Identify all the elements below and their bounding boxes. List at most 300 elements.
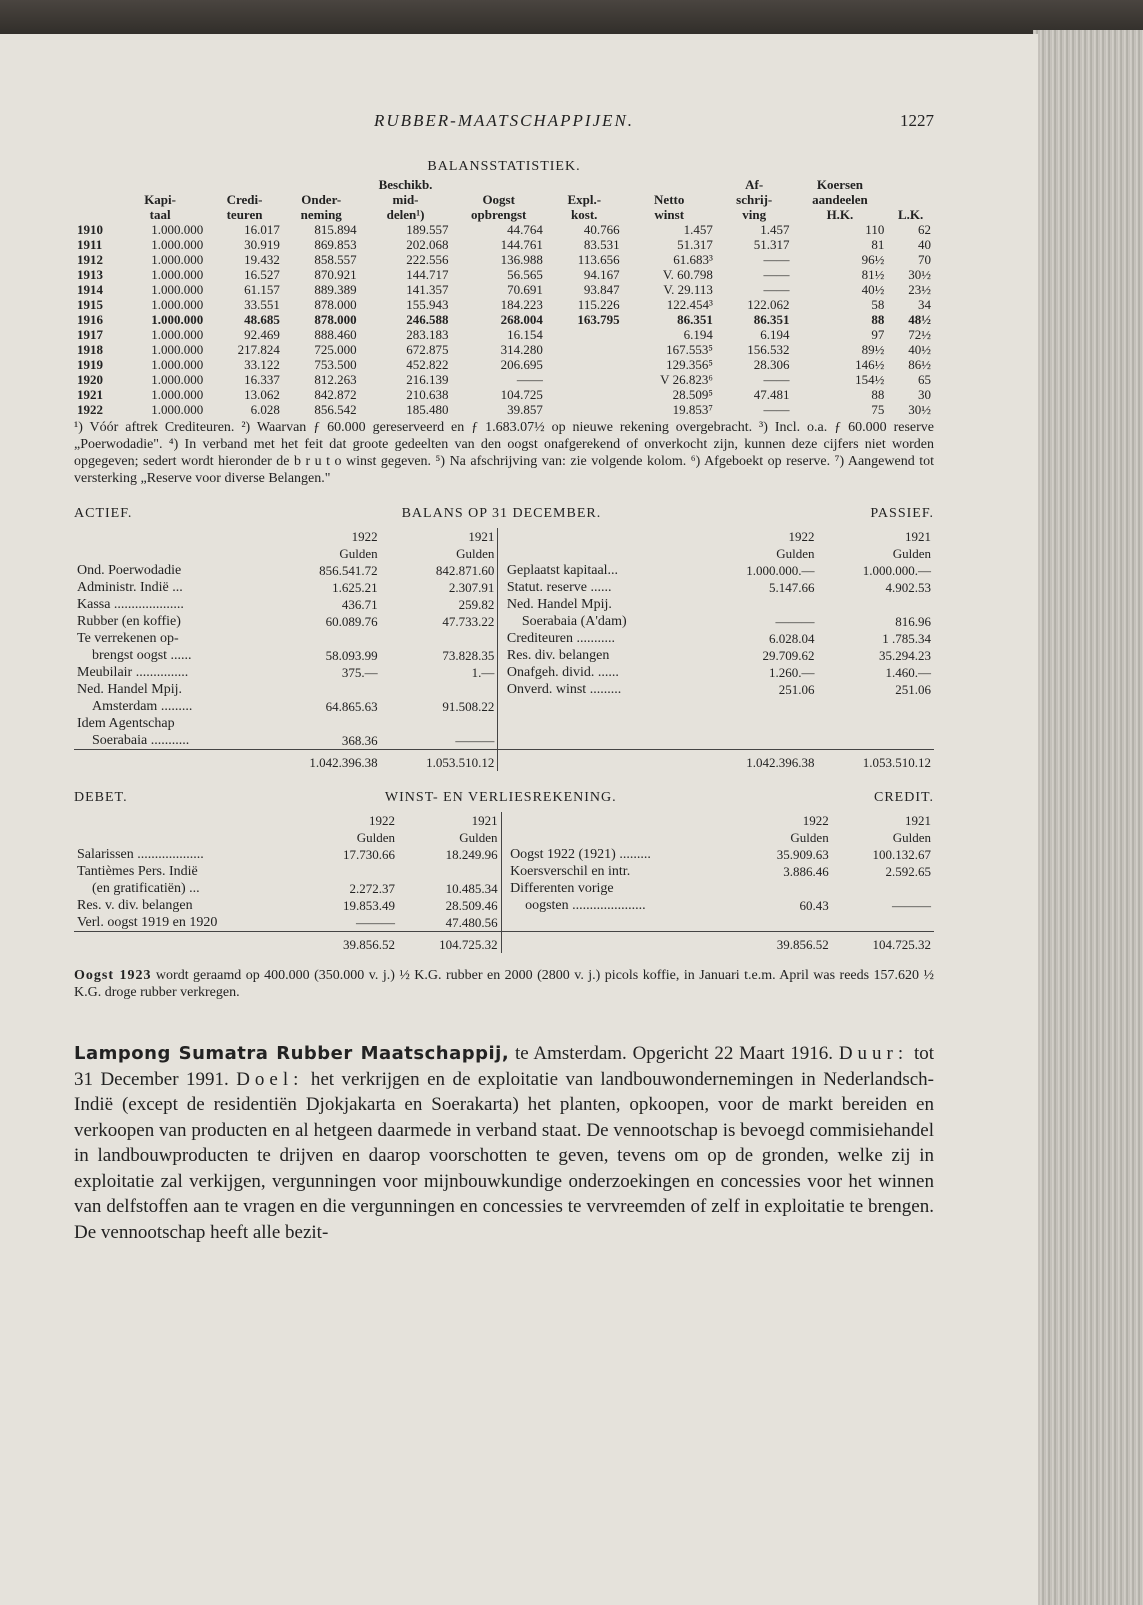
stats-cell: 96½	[861, 252, 885, 267]
stats-cell: 72½	[908, 327, 931, 342]
pnl-total-row	[74, 932, 934, 954]
stats-cell: 75	[871, 402, 885, 417]
balance-right-label	[504, 732, 701, 750]
stats-cell: 314.280	[500, 342, 543, 357]
balance-left-label: Soerabaia ...........	[92, 733, 190, 748]
stats-header-cell	[74, 177, 114, 222]
balance-right-label: Res. div. belangen	[506, 648, 610, 663]
balance-unit-cell: Gulden	[456, 546, 495, 561]
pnl-left-label: Salarissen ...................	[77, 847, 204, 862]
stats-cell: 40½	[861, 282, 885, 297]
stats-cell: 58	[871, 297, 885, 312]
balance-left-value: 2.307.91	[448, 580, 495, 595]
stats-cell	[546, 342, 623, 357]
pnl-total-spacer	[74, 932, 306, 954]
stats-year: 1920	[77, 372, 103, 387]
pnl-year-cell	[507, 812, 740, 829]
book-page-stack	[1033, 30, 1143, 1605]
balance-right-value	[701, 596, 817, 613]
balance-left-value	[381, 681, 498, 698]
balance-left-value: 47.733.22	[442, 614, 495, 629]
stats-title: BALANSSTATISTIEK.	[427, 159, 581, 174]
pnl-right-value: 35.909.63	[776, 847, 829, 862]
balance-right-value: 1 .785.34	[882, 631, 931, 646]
stats-header-row	[74, 177, 934, 222]
stats-row	[74, 252, 934, 267]
pnl-total-value: 104.725.32	[398, 932, 501, 954]
stats-cell: 19.853⁷	[672, 402, 713, 417]
stats-cell: ——	[763, 402, 790, 417]
stats-cell	[546, 387, 623, 402]
stats-header-cell: Netto winst	[654, 192, 685, 222]
stats-cell: 222.556	[406, 252, 449, 267]
stats-row	[74, 357, 934, 372]
stats-cell: 1.457	[760, 222, 790, 237]
pnl-row	[74, 897, 934, 914]
pnl-left-value: 18.249.96	[445, 847, 498, 862]
balance-right-label: Soerabaia (A'dam)	[521, 614, 627, 629]
balance-right-label: Onafgeh. divid. ......	[506, 665, 619, 680]
stats-cell: 878.000	[314, 297, 357, 312]
stats-cell: 88	[871, 312, 885, 327]
company-name: Lampong Sumatra Rubber Maatschappij,	[74, 1043, 510, 1064]
stats-cell: 167.553⁵	[666, 342, 713, 357]
stats-cell: 40½	[908, 342, 931, 357]
balance-right-label	[504, 698, 701, 715]
stats-row	[74, 297, 934, 312]
balance-total-value: 1.053.510.12	[381, 750, 498, 772]
stats-cell: 6.194	[683, 327, 713, 342]
pnl-unit-cell: Gulden	[892, 830, 931, 845]
pnl-total-spacer	[507, 932, 740, 954]
stats-header-cell: Oogst opbrengst	[470, 192, 527, 222]
stats-footnotes: ¹) Vóór aftrek Crediteuren. ²) Waarvan ƒ 60.000 gereserveerd en ƒ 1.683.07½ op nieuwe rekening overgebracht. ³) Incl. o.a. ƒ 60.000 reserve „Poerwodadie". ⁴) In verband met het feit dat groote gedeelten van den oogst onafgerekend of onverkocht zijn, kunnen deze cijfers niet worden opgegeven; sedert wordt hieronder de b r u t o winst gegeven. ⁵) Na afschrijving van: zie volgende kolom. ⁶) Afgeboekt op reserve. ⁷) Aangewend tot versterking „Reserve voor diverse Belangen."	[74, 420, 934, 486]
stats-cell: 33.551	[244, 297, 280, 312]
balance-right-value	[818, 715, 935, 732]
balance-left-label: Amsterdam .........	[92, 699, 193, 714]
stats-cell: 154½	[855, 372, 885, 387]
stats-cell: 88	[871, 387, 885, 402]
balance-year-cell	[74, 528, 264, 545]
balance-total-value: 1.053.510.12	[818, 750, 935, 772]
balance-year-cell: 1922	[351, 529, 378, 544]
balance-right-value: ———	[775, 614, 815, 629]
stats-cell: 146½	[855, 357, 885, 372]
pnl-heading	[74, 789, 934, 806]
stats-cell: ——	[763, 372, 790, 387]
stats-cell: V. 60.798	[662, 267, 713, 282]
pnl-right-value: 2.592.65	[885, 864, 931, 879]
balance-right-label: Statut. reserve ......	[506, 580, 612, 595]
stats-cell: 65	[918, 372, 931, 387]
stats-header-cell: L.K.	[898, 207, 924, 222]
stats-cell: 61.683³	[673, 252, 713, 267]
stats-cell: 1.000.000	[151, 357, 204, 372]
pnl-right-value	[740, 914, 832, 932]
pnl-table	[74, 812, 934, 953]
stats-cell: 113.656	[577, 252, 620, 267]
balance-row	[74, 698, 934, 715]
pnl-left-value	[306, 863, 398, 880]
balance-row	[74, 681, 934, 698]
page-content	[74, 112, 934, 1245]
balance-left-value	[264, 630, 380, 647]
harvest-lead: Oogst 1923	[74, 968, 152, 983]
stats-cell: 81½	[861, 267, 885, 282]
stats-cell: 16.527	[244, 267, 280, 282]
stats-cell: 48.685	[244, 312, 280, 327]
stats-cell: 23½	[908, 282, 931, 297]
stats-cell: 94.167	[583, 267, 620, 282]
stats-cell	[546, 402, 623, 417]
balance-left-label: Idem Agentschap	[77, 716, 175, 731]
balance-left-value: ———	[455, 733, 495, 748]
pnl-year-cell: 1921	[905, 813, 931, 828]
balance-heading	[74, 505, 934, 522]
pnl-right-value: 60.43	[799, 898, 829, 913]
stats-year: 1922	[77, 402, 103, 417]
company-text-3: het verkrijgen en de exploitatie van landbouwondernemingen in Nederlandsch-Indië (except de residentiën Djokjakarta en Soerakarta) het planten, opkoopen, voor de markt bereiden en verkoopen van producten en al hetgeen daarmede in verband staat. De vennootschap is bevoegd commisiehandel in landbouwproducten te drijven en daarop voorschotten te geven, tevens om op de gronden, welke zij in exploitatie zal verkijgen, vergunningen voor mijnbouwkundige onderzoekingen en concessies voor het winnen van delfstoffen aan te vragen en die vergunningen en concessies te vervreemden of zelf in exploitatie te brengen. De vennootschap heeft alle bezit-	[74, 1068, 934, 1243]
balance-year-cell: 1921	[905, 529, 931, 544]
company-entry	[74, 1041, 934, 1245]
pnl-right-value: 3.886.46	[783, 864, 829, 879]
pnl-row	[74, 863, 934, 880]
balance-unit-cell: Gulden	[892, 546, 931, 561]
stats-cell: 144.761	[500, 237, 543, 252]
stats-table	[74, 177, 934, 417]
stats-cell: 815.894	[314, 222, 357, 237]
balance-left-value: 64.865.63	[325, 699, 378, 714]
stats-cell: 217.824	[237, 342, 280, 357]
balance-left-value: 368.36	[341, 733, 378, 748]
stats-cell: 83.531	[583, 237, 620, 252]
pnl-unit-cell	[507, 829, 740, 846]
pnl-year-cell: 1922	[802, 813, 829, 828]
pnl-title: WINST- EN VERLIESREKENING.	[384, 790, 617, 805]
stats-row	[74, 327, 934, 342]
balance-left-value	[381, 630, 498, 647]
stats-cell: 97	[871, 327, 885, 342]
stats-header-cell: Kapi- taal	[144, 192, 176, 222]
pnl-row	[74, 880, 934, 897]
balance-row	[74, 647, 934, 664]
balance-left-value: 73.828.35	[442, 648, 495, 663]
stats-cell: 30½	[908, 402, 931, 417]
stats-cell: 1.000.000	[151, 327, 204, 342]
balance-row	[74, 715, 934, 732]
balance-right-value: 6.028.04	[769, 631, 815, 646]
balance-left-value	[264, 715, 380, 732]
stats-cell: 163.795	[577, 312, 620, 327]
balance-year-cell: 1922	[788, 529, 815, 544]
stats-cell: V 26.823⁶	[660, 372, 713, 387]
balance-right-value	[701, 715, 817, 732]
stats-cell: 86½	[908, 357, 931, 372]
pnl-right-value	[832, 914, 934, 932]
stats-cell: 283.183	[406, 327, 449, 342]
stats-cell: 812.263	[314, 372, 357, 387]
stats-cell: 888.460	[314, 327, 357, 342]
pnl-right-label: oogsten .....................	[525, 898, 646, 913]
balance-right-value: 5.147.66	[769, 580, 815, 595]
pnl-right-value: ———	[892, 898, 931, 913]
stats-cell	[546, 357, 623, 372]
balance-left-value	[264, 681, 380, 698]
stats-cell: 86.351	[677, 312, 713, 327]
pnl-total-value: 39.856.52	[306, 932, 398, 954]
balance-left-value: 91.508.22	[442, 699, 495, 714]
pnl-right-value	[740, 880, 832, 897]
balance-unit-cell	[504, 545, 701, 562]
balance-left-value: 1.—	[471, 665, 495, 680]
stats-cell: 56.565	[507, 267, 543, 282]
pnl-right-value: 100.132.67	[872, 847, 931, 862]
stats-cell: 672.875	[406, 342, 449, 357]
balance-right-label: Crediteuren ...........	[506, 631, 615, 646]
pnl-total-value: 39.856.52	[740, 932, 832, 954]
stats-cell: 184.223	[500, 297, 543, 312]
stats-cell: 878.000	[314, 312, 357, 327]
balance-right-value: 1.260.—	[769, 665, 815, 680]
pnl-unit-cell	[74, 829, 306, 846]
company-text-1: te Amsterdam. Opgericht 22 Maart 1916.	[509, 1043, 839, 1064]
stats-cell: 16.154	[507, 327, 543, 342]
balance-row	[74, 562, 934, 579]
stats-cell: 856.542	[314, 402, 357, 417]
balance-row	[74, 732, 934, 750]
stats-cell: 44.764	[507, 222, 543, 237]
stats-cell: 16.017	[244, 222, 280, 237]
stats-cell: 61.157	[244, 282, 280, 297]
stats-cell: 40	[918, 237, 931, 252]
balance-right-value: 251.06	[778, 682, 815, 697]
stats-cell: V. 29.113	[663, 282, 713, 297]
stats-cell: 1.000.000	[151, 372, 204, 387]
stats-cell: 141.357	[406, 282, 449, 297]
balance-left-label: Administr. Indië ...	[77, 580, 183, 595]
company-text-2: tot 31 December 1991.	[74, 1043, 934, 1090]
pnl-left-value: 10.485.34	[445, 881, 498, 896]
pnl-unit-cell: Gulden	[790, 830, 829, 845]
stats-cell: 39.857	[507, 402, 543, 417]
stats-cell: 870.921	[314, 267, 357, 282]
balance-right-value: 816.96	[895, 614, 931, 629]
stats-cell: 92.469	[244, 327, 280, 342]
balance-right-value: 29.709.62	[762, 648, 815, 663]
pnl-row	[74, 914, 934, 932]
stats-cell	[546, 327, 623, 342]
balance-row	[74, 613, 934, 630]
stats-year: 1910	[77, 222, 103, 237]
stats-cell: 1.000.000	[151, 282, 204, 297]
balance-right-label	[504, 715, 701, 732]
stats-cell: 30½	[908, 267, 931, 282]
balance-left-value: 58.093.99	[325, 648, 378, 663]
stats-cell: 246.588	[406, 312, 449, 327]
balance-right-value	[701, 732, 817, 750]
pnl-left-head: DEBET.	[74, 790, 128, 805]
pnl-right-head: CREDIT.	[873, 790, 934, 805]
stats-year: 1914	[77, 282, 103, 297]
stats-cell: 19.432	[244, 252, 280, 267]
pnl-left-label: Res. v. div. belangen	[77, 898, 193, 913]
stats-cell: 1.000.000	[151, 387, 204, 402]
stats-cell: 185.480	[406, 402, 449, 417]
stats-cell: 889.389	[314, 282, 357, 297]
pnl-left-value: 28.509.46	[445, 898, 498, 913]
stats-header-cell: Af- schrij- ving	[736, 177, 773, 222]
harvest-note	[74, 967, 934, 1001]
pnl-left-value: 17.730.66	[343, 847, 396, 862]
stats-cell: 869.853	[314, 237, 357, 252]
stats-cell: 86.351	[753, 312, 790, 327]
balance-left-value: 1.625.21	[332, 580, 378, 595]
pnl-right-label: Differenten vorige	[510, 881, 614, 896]
pnl-unit-cell: Gulden	[459, 830, 498, 845]
stats-body	[74, 222, 934, 417]
stats-row	[74, 402, 934, 417]
stats-cell: 210.638	[406, 387, 449, 402]
pnl-year-cell: 1921	[471, 813, 498, 828]
balance-right-label: Ned. Handel Mpij.	[506, 597, 612, 612]
pnl-right-label	[507, 914, 740, 932]
stats-cell: 1.457	[683, 222, 713, 237]
stats-cell: 1.000.000	[151, 312, 204, 327]
stats-cell: 6.028	[250, 402, 280, 417]
pnl-left-value: 19.853.49	[343, 898, 396, 913]
pnl-right-label: Oogst 1922 (1921) .........	[510, 847, 651, 862]
stats-year: 1912	[77, 252, 103, 267]
balance-right-label: Onverd. winst .........	[506, 682, 622, 697]
stats-row	[74, 387, 934, 402]
balance-left-label: Ned. Handel Mpij.	[77, 682, 182, 697]
balance-unit-cell: Gulden	[776, 546, 815, 561]
book-page	[0, 34, 1038, 1605]
stats-cell: 1.000.000	[151, 267, 204, 282]
duur-label: Duur:	[838, 1043, 909, 1064]
balance-row	[74, 630, 934, 647]
stats-row	[74, 282, 934, 297]
balance-right-value: 1.000.000.—	[746, 563, 815, 578]
pnl-left-value: ———	[356, 915, 396, 930]
stats-cell: 189.557	[406, 222, 449, 237]
stats-year: 1917	[77, 327, 103, 342]
stats-cell: 13.062	[244, 387, 280, 402]
stats-cell: 30	[918, 387, 931, 402]
stats-cell: 858.557	[314, 252, 357, 267]
stats-cell: 34	[918, 297, 931, 312]
balance-year-cell: 1921	[468, 529, 495, 544]
stats-cell: 216.139	[406, 372, 449, 387]
balance-title: BALANS OP 31 DECEMBER.	[401, 506, 602, 521]
balance-right-value	[818, 698, 935, 715]
stats-cell: 81	[871, 237, 885, 252]
balance-total-value: 1.042.396.38	[701, 750, 817, 772]
balance-year-row	[74, 528, 934, 545]
stats-cell: 51.317	[753, 237, 790, 252]
stats-cell: 6.194	[760, 327, 790, 342]
stats-year: 1921	[77, 387, 103, 402]
pnl-year-cell	[74, 812, 306, 829]
balance-row	[74, 579, 934, 596]
stats-cell: 129.356⁵	[666, 357, 713, 372]
balance-year-cell	[504, 528, 701, 545]
harvest-text: wordt geraamd op 400.000 (350.000 v. j.) ½ K.G. rubber en 2000 (2800 v. j.) picols koffie, in Januari t.e.m. April was reeds 157.620 ½ K.G. droge rubber verkregen.	[74, 968, 934, 1000]
stats-cell: 268.004	[500, 312, 543, 327]
stats-cell: 842.872	[314, 387, 357, 402]
stats-cell: 1.000.000	[151, 252, 204, 267]
balance-left-value: 60.089.76	[325, 614, 378, 629]
stats-cell: ——	[516, 372, 543, 387]
pnl-left-label: Tantièmes Pers. Indië	[77, 864, 198, 879]
balance-left-head: ACTIEF.	[74, 506, 133, 521]
balance-right-label: Geplaatst kapitaal...	[506, 563, 619, 578]
stats-cell: 40.766	[583, 222, 620, 237]
balance-right-value: 1.460.—	[885, 665, 931, 680]
pnl-left-value	[398, 863, 501, 880]
stats-cell: 89½	[861, 342, 885, 357]
stats-row	[74, 222, 934, 237]
pnl-row	[74, 846, 934, 863]
pnl-left-value: 2.272.37	[349, 881, 396, 896]
balance-left-label: Rubber (en koffie)	[77, 614, 181, 629]
stats-cell: 51.317	[677, 237, 713, 252]
balance-left-value: 259.82	[458, 597, 495, 612]
stats-cell: 28.306	[753, 357, 790, 372]
stats-header-cell: Onder- neming	[300, 192, 342, 222]
balance-right-value	[818, 732, 935, 750]
pnl-left-value: 47.480.56	[445, 915, 498, 930]
pnl-unit-cell: Gulden	[356, 830, 396, 845]
stats-cell: 104.725	[500, 387, 543, 402]
stats-year: 1919	[77, 357, 103, 372]
stats-cell: 30.919	[244, 237, 280, 252]
stats-cell: 33.122	[244, 357, 280, 372]
balance-right-value	[818, 596, 935, 613]
stats-row	[74, 312, 934, 327]
balance-left-value: 436.71	[341, 597, 378, 612]
stats-cell: 47.481	[753, 387, 790, 402]
stats-cell: ——	[763, 267, 790, 282]
stats-cell: 93.847	[583, 282, 620, 297]
stats-cell: 122.062	[747, 297, 790, 312]
stats-cell: 1.000.000	[151, 222, 204, 237]
stats-cell: 62	[918, 222, 931, 237]
balance-unit-cell: Gulden	[339, 546, 378, 561]
balance-unit-cell	[74, 545, 264, 562]
balance-left-label: Kassa ....................	[77, 597, 184, 612]
balance-row	[74, 596, 934, 613]
pnl-year-row	[74, 812, 934, 829]
balance-right-head: PASSIEF.	[870, 506, 934, 521]
stats-header-cell: Koersen aandeelen H.K.	[812, 177, 868, 222]
balance-right-value: 35.294.23	[879, 648, 931, 663]
stats-header-cell: Expl.- kost.	[567, 192, 602, 222]
balance-right-value: 251.06	[895, 682, 931, 697]
stats-cell: 156.532	[747, 342, 790, 357]
pnl-total-value: 104.725.32	[832, 932, 934, 954]
stats-cell: ——	[763, 252, 790, 267]
pnl-left-label: (en gratificatiën) ...	[92, 881, 200, 896]
stats-cell: 452.822	[406, 357, 449, 372]
balance-left-value: 856.541.72	[319, 563, 378, 578]
pnl-year-cell: 1922	[369, 813, 396, 828]
stats-year: 1913	[77, 267, 103, 282]
balance-total-value: 1.042.396.38	[264, 750, 380, 772]
stats-cell: 1.000.000	[151, 402, 204, 417]
stats-year: 1915	[77, 297, 103, 312]
stats-row	[74, 342, 934, 357]
